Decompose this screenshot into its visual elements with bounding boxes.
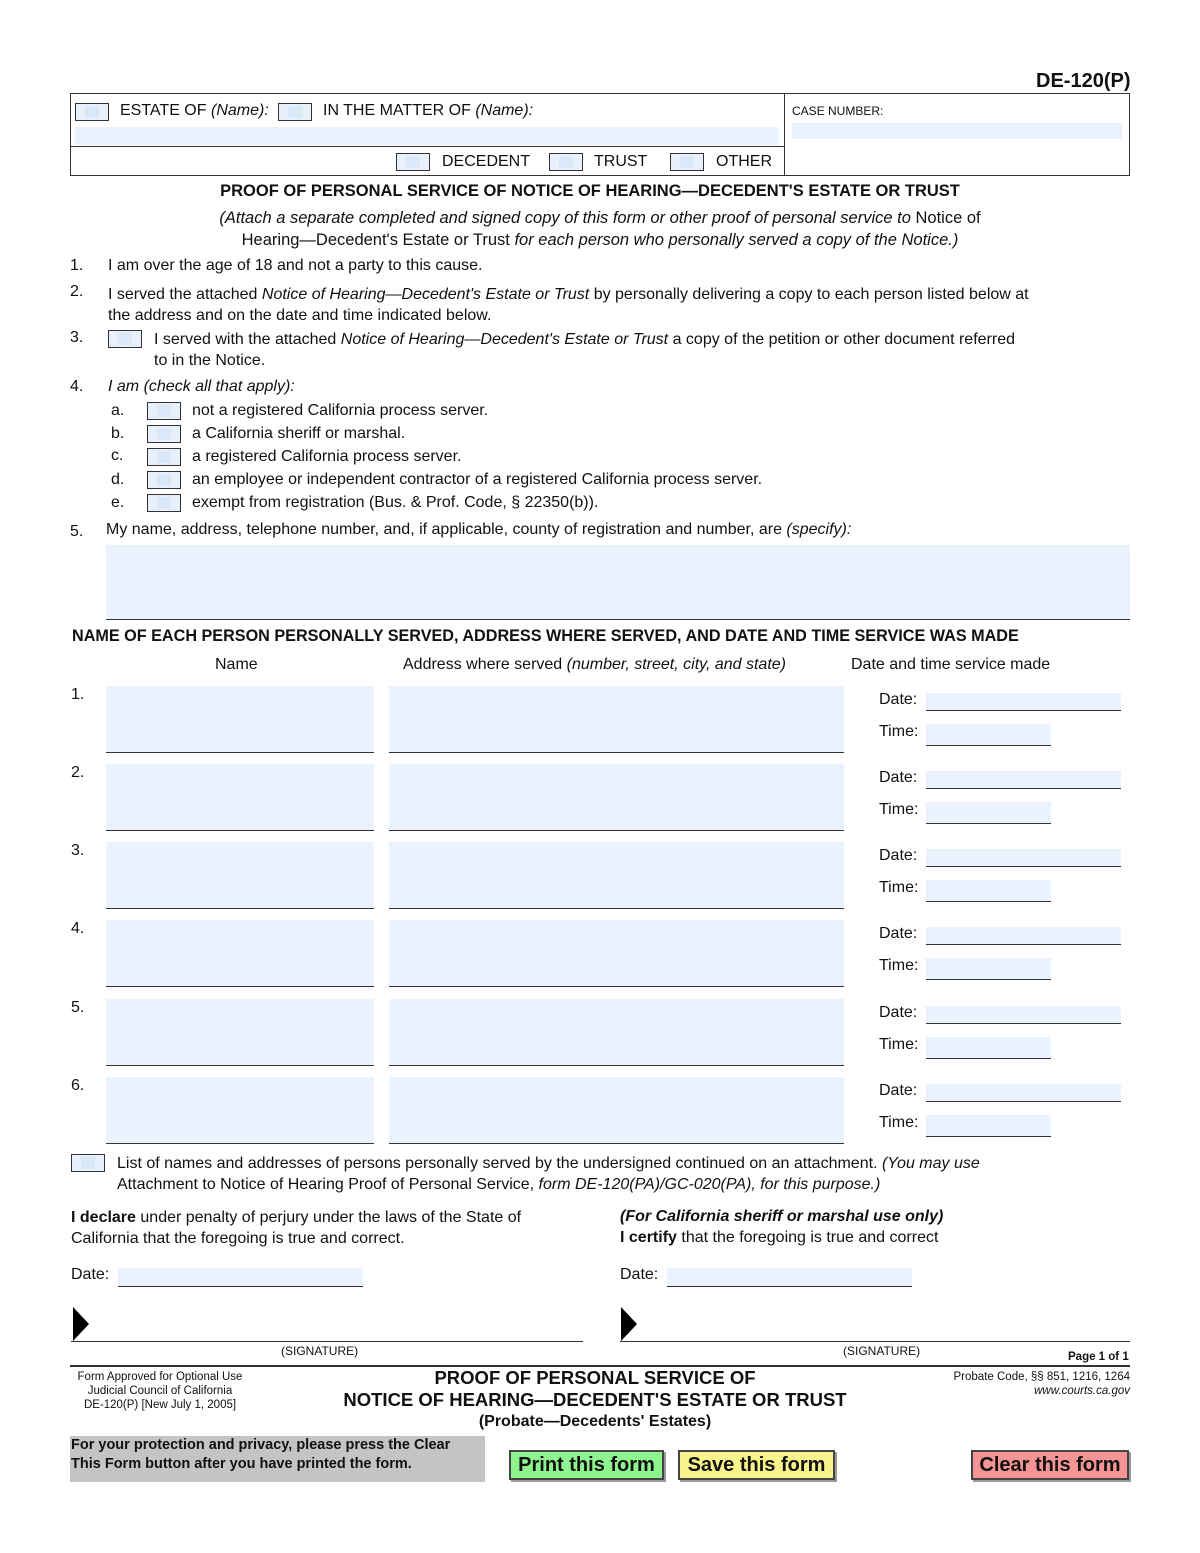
col-datetime-header: Date and time service made [851, 656, 1051, 673]
decedent-label: DECEDENT [442, 153, 531, 170]
row-number: 3. [71, 842, 85, 859]
decedent-checkbox[interactable] [396, 153, 430, 171]
row-time-label: Time: [879, 957, 919, 974]
row-address-field[interactable] [389, 842, 844, 909]
served-table-heading: NAME OF EACH PERSON PERSONALLY SERVED, ADDRESS WHERE SERVED, AND DATE AND TIME SERVICE WAS MADE [72, 627, 1019, 645]
row-time-label: Time: [879, 801, 919, 818]
row-time-label: Time: [879, 1114, 919, 1131]
item-4-number: 4. [70, 378, 84, 395]
header-inner-line [70, 146, 784, 147]
item-4a-text: not a registered California process server. [192, 402, 489, 419]
row-date-field[interactable] [926, 1084, 1121, 1102]
row-address-field[interactable] [389, 686, 844, 753]
col-address-header: Address where served (number, street, city, and state) [403, 656, 786, 673]
item-4b-checkbox[interactable] [147, 425, 181, 443]
row-name-field[interactable] [106, 1077, 374, 1144]
item-4-text: I am (check all that apply): [108, 378, 295, 395]
row-time-label: Time: [879, 723, 919, 740]
print-form-button[interactable]: Print this form [509, 1450, 664, 1480]
footer-right: Probate Code, §§ 851, 1216, 1264 www.courts.ca.gov [953, 1371, 1130, 1397]
row-number: 5. [71, 999, 85, 1016]
row-date-label: Date: [879, 691, 918, 708]
declare-date-field[interactable] [118, 1268, 363, 1287]
attachment-text: List of names and addresses of persons personally served by the undersigned continued on an attachment. (You may use Attachment to Notice of Hearing Proof of Personal Service, form DE-120(PA)/GC-020(PA), for this purpose.) [117, 1155, 980, 1193]
case-number-label: CASE NUMBER: [792, 104, 884, 118]
row-number: 2. [71, 764, 85, 781]
declare-signature-label: (SIGNATURE) [281, 1344, 359, 1358]
row-time-label: Time: [879, 1036, 919, 1053]
footer-title: PROOF OF PERSONAL SERVICE OF NOTICE OF HEARING—DECEDENT'S ESTATE OR TRUST (Probate—Decedents' Estates) [343, 1367, 847, 1430]
declare-signature-line[interactable] [71, 1341, 583, 1342]
row-date-field[interactable] [926, 693, 1121, 711]
item-3-text: I served with the attached Notice of Hearing—Decedent's Estate or Trust a copy of the petition or other document referred to in the Notice. [154, 331, 1015, 369]
estate-name-field[interactable] [75, 127, 779, 145]
privacy-notice: For your protection and privacy, please press the Clear This Form button after you have printed the form. [70, 1436, 485, 1482]
attachment-checkbox[interactable] [71, 1154, 105, 1172]
row-time-field[interactable] [926, 1037, 1051, 1059]
item-3-checkbox[interactable] [108, 330, 142, 348]
item-1-number: 1. [70, 257, 84, 274]
row-time-label: Time: [879, 879, 919, 896]
row-time-field[interactable] [926, 724, 1051, 746]
row-name-field[interactable] [106, 686, 374, 753]
subtitle: (Attach a separate completed and signed copy of this form or other proof of personal service to Notice of Hearing—Decedent's Estate or Trust for each person who personally served a copy of the Notice.) [219, 209, 981, 249]
item-4e-checkbox[interactable] [147, 494, 181, 512]
header-divider [784, 93, 785, 176]
matter-checkbox[interactable] [278, 103, 312, 121]
save-form-button[interactable]: Save this form [678, 1450, 835, 1480]
item-3-number: 3. [70, 329, 84, 346]
row-date-label: Date: [879, 847, 918, 864]
item-4d-checkbox[interactable] [147, 471, 181, 489]
certify-date-label: Date: [620, 1266, 659, 1283]
col-name-header: Name [215, 656, 258, 673]
footer-left: Form Approved for Optional Use Judicial Council of California DE-120(P) [New July 1, 2005] [77, 1371, 243, 1411]
estate-of-label: ESTATE OF (Name): [120, 102, 269, 119]
certify-date-field[interactable] [667, 1268, 912, 1287]
row-date-field[interactable] [926, 927, 1121, 945]
clear-form-button[interactable]: Clear this form [971, 1450, 1129, 1480]
row-date-label: Date: [879, 925, 918, 942]
item-4c-checkbox[interactable] [147, 448, 181, 466]
item-4e-text: exempt from registration (Bus. & Prof. Code, § 22350(b)). [192, 494, 599, 511]
row-address-field[interactable] [389, 999, 844, 1066]
item-4a-checkbox[interactable] [147, 402, 181, 420]
page-number: Page 1 of 1 [1068, 1351, 1129, 1363]
row-date-field[interactable] [926, 849, 1121, 867]
item-4d-letter: d. [111, 471, 125, 488]
row-address-field[interactable] [389, 1077, 844, 1144]
item-4c-letter: c. [111, 447, 124, 464]
item-5-text: My name, address, telephone number, and, if applicable, county of registration and number, are (specify): [106, 521, 852, 538]
estate-checkbox[interactable] [75, 103, 109, 121]
item-5-number: 5. [70, 523, 84, 540]
item-4a-letter: a. [111, 402, 125, 419]
certify-signature-line[interactable] [620, 1341, 1130, 1342]
certify-signature-label: (SIGNATURE) [843, 1344, 921, 1358]
row-time-field[interactable] [926, 958, 1051, 980]
item-2-number: 2. [70, 283, 84, 300]
row-name-field[interactable] [106, 999, 374, 1066]
declaration-text: I declare under penalty of perjury under the laws of the State of California that the foregoing is true and correct. [71, 1209, 522, 1247]
row-date-label: Date: [879, 1004, 918, 1021]
declare-signature-arrow [73, 1307, 89, 1341]
certify-signature-arrow [621, 1307, 637, 1341]
item-4b-letter: b. [111, 425, 125, 442]
row-time-field[interactable] [926, 802, 1051, 824]
case-number-field[interactable] [792, 123, 1122, 139]
row-date-label: Date: [879, 769, 918, 786]
row-date-label: Date: [879, 1082, 918, 1099]
row-time-field[interactable] [926, 1115, 1051, 1137]
trust-checkbox[interactable] [549, 153, 583, 171]
item-1-text: I am over the age of 18 and not a party to this cause. [108, 257, 483, 274]
row-time-field[interactable] [926, 880, 1051, 902]
row-number: 1. [71, 686, 85, 703]
declare-date-label: Date: [71, 1266, 110, 1283]
item-4b-text: a California sheriff or marshal. [192, 425, 406, 442]
row-number: 6. [71, 1077, 85, 1094]
row-date-field[interactable] [926, 1006, 1121, 1024]
form-id: DE-120(P) [1036, 70, 1131, 92]
item-4d-text: an employee or independent contractor of a registered California process server. [192, 471, 763, 488]
trust-label: TRUST [594, 153, 648, 170]
other-checkbox[interactable] [670, 153, 704, 171]
item-4e-letter: e. [111, 494, 125, 511]
row-name-field[interactable] [106, 920, 374, 987]
row-address-field[interactable] [389, 764, 844, 831]
row-name-field[interactable] [106, 764, 374, 831]
row-date-field[interactable] [926, 771, 1121, 789]
row-address-field[interactable] [389, 920, 844, 987]
matter-of-label: IN THE MATTER OF (Name): [323, 102, 534, 119]
item-4c-text: a registered California process server. [192, 448, 462, 465]
certify-text: (For California sheriff or marshal use only) I certify that the foregoing is true and correct [620, 1208, 944, 1246]
row-number: 4. [71, 920, 85, 937]
row-name-field[interactable] [106, 842, 374, 909]
page-title: PROOF OF PERSONAL SERVICE OF NOTICE OF HEARING—DECEDENT'S ESTATE OR TRUST [220, 182, 960, 200]
other-label: OTHER [716, 153, 772, 170]
server-info-field[interactable] [106, 545, 1130, 620]
item-2-text: I served the attached Notice of Hearing—Decedent's Estate or Trust by personally delivering a copy to each person listed below at the address and on the date and time indicated below. [108, 286, 1029, 324]
